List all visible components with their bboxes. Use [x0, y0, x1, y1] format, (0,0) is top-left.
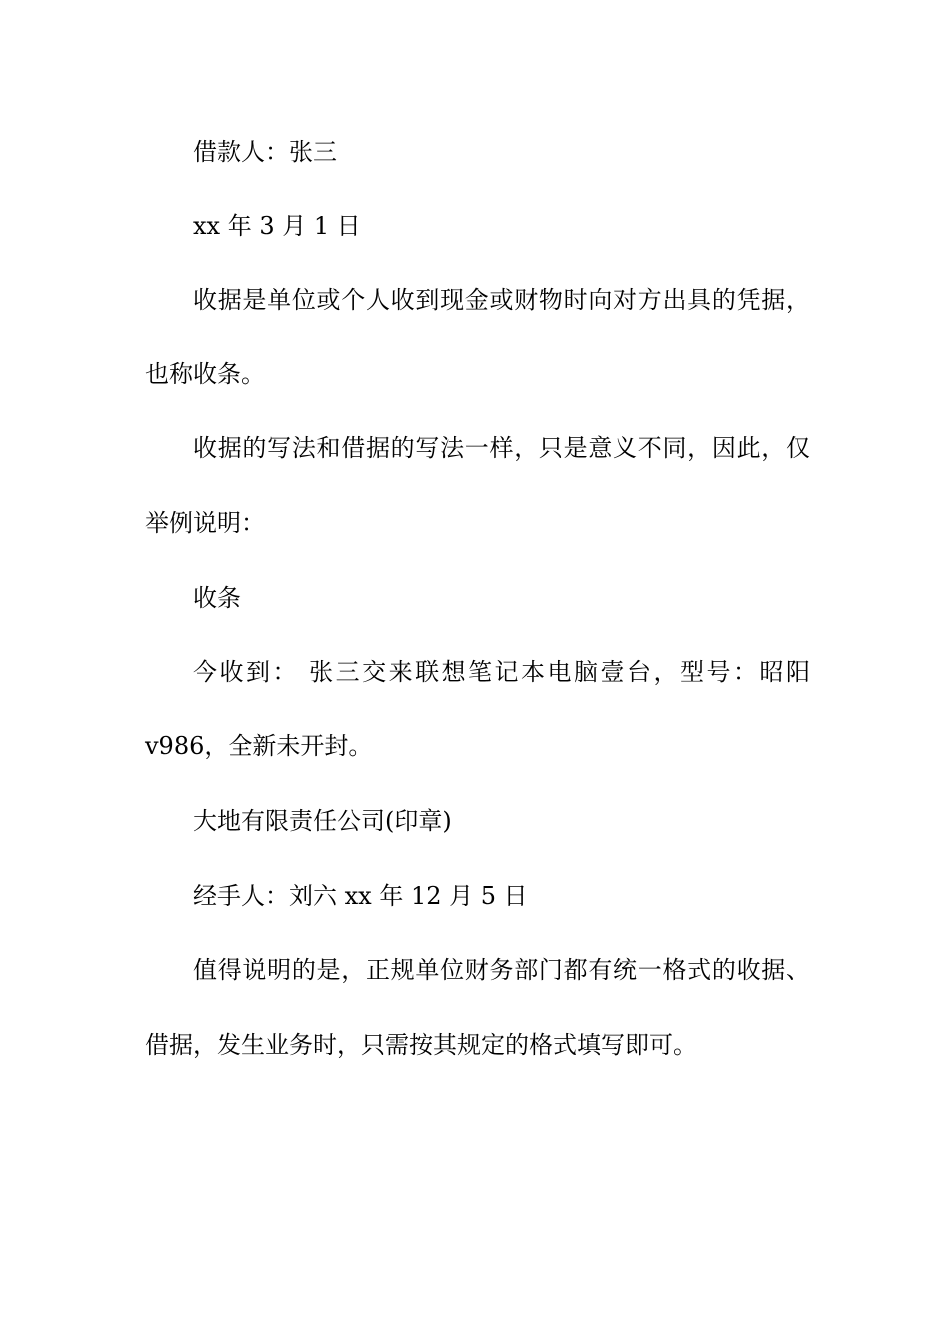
paragraph-note-line1: 值得说明的是，正规单位财务部门都有统一格式的收据、 [193, 956, 810, 984]
paragraph-receipt-definition-line2: 也称收条。 [145, 360, 265, 388]
borrow-date-line: xx 年 3 月 1 日 [193, 212, 361, 240]
paragraph-note-line2: 借据，发生业务时，只需按其规定的格式填写即可。 [145, 1031, 697, 1059]
borrower-line: 借款人：张三 [193, 138, 337, 166]
receipt-title: 收条 [193, 584, 241, 612]
receipt-body-line2: v986，全新未开封。 [145, 732, 373, 760]
company-line: 大地有限责任公司(印章) [193, 807, 452, 835]
paragraph-writing-method-line2: 举例说明： [145, 509, 265, 537]
receipt-body-line1: 今收到： 张三交来联想笔记本电脑壹台，型号：昭阳 [193, 658, 810, 686]
handler-date-line: 经手人：刘六 xx 年 12 月 5 日 [193, 882, 528, 910]
paragraph-receipt-definition-line1: 收据是单位或个人收到现金或财物时向对方出具的凭据， [193, 286, 810, 314]
paragraph-writing-method-line1: 收据的写法和借据的写法一样，只是意义不同，因此，仅 [193, 434, 810, 462]
